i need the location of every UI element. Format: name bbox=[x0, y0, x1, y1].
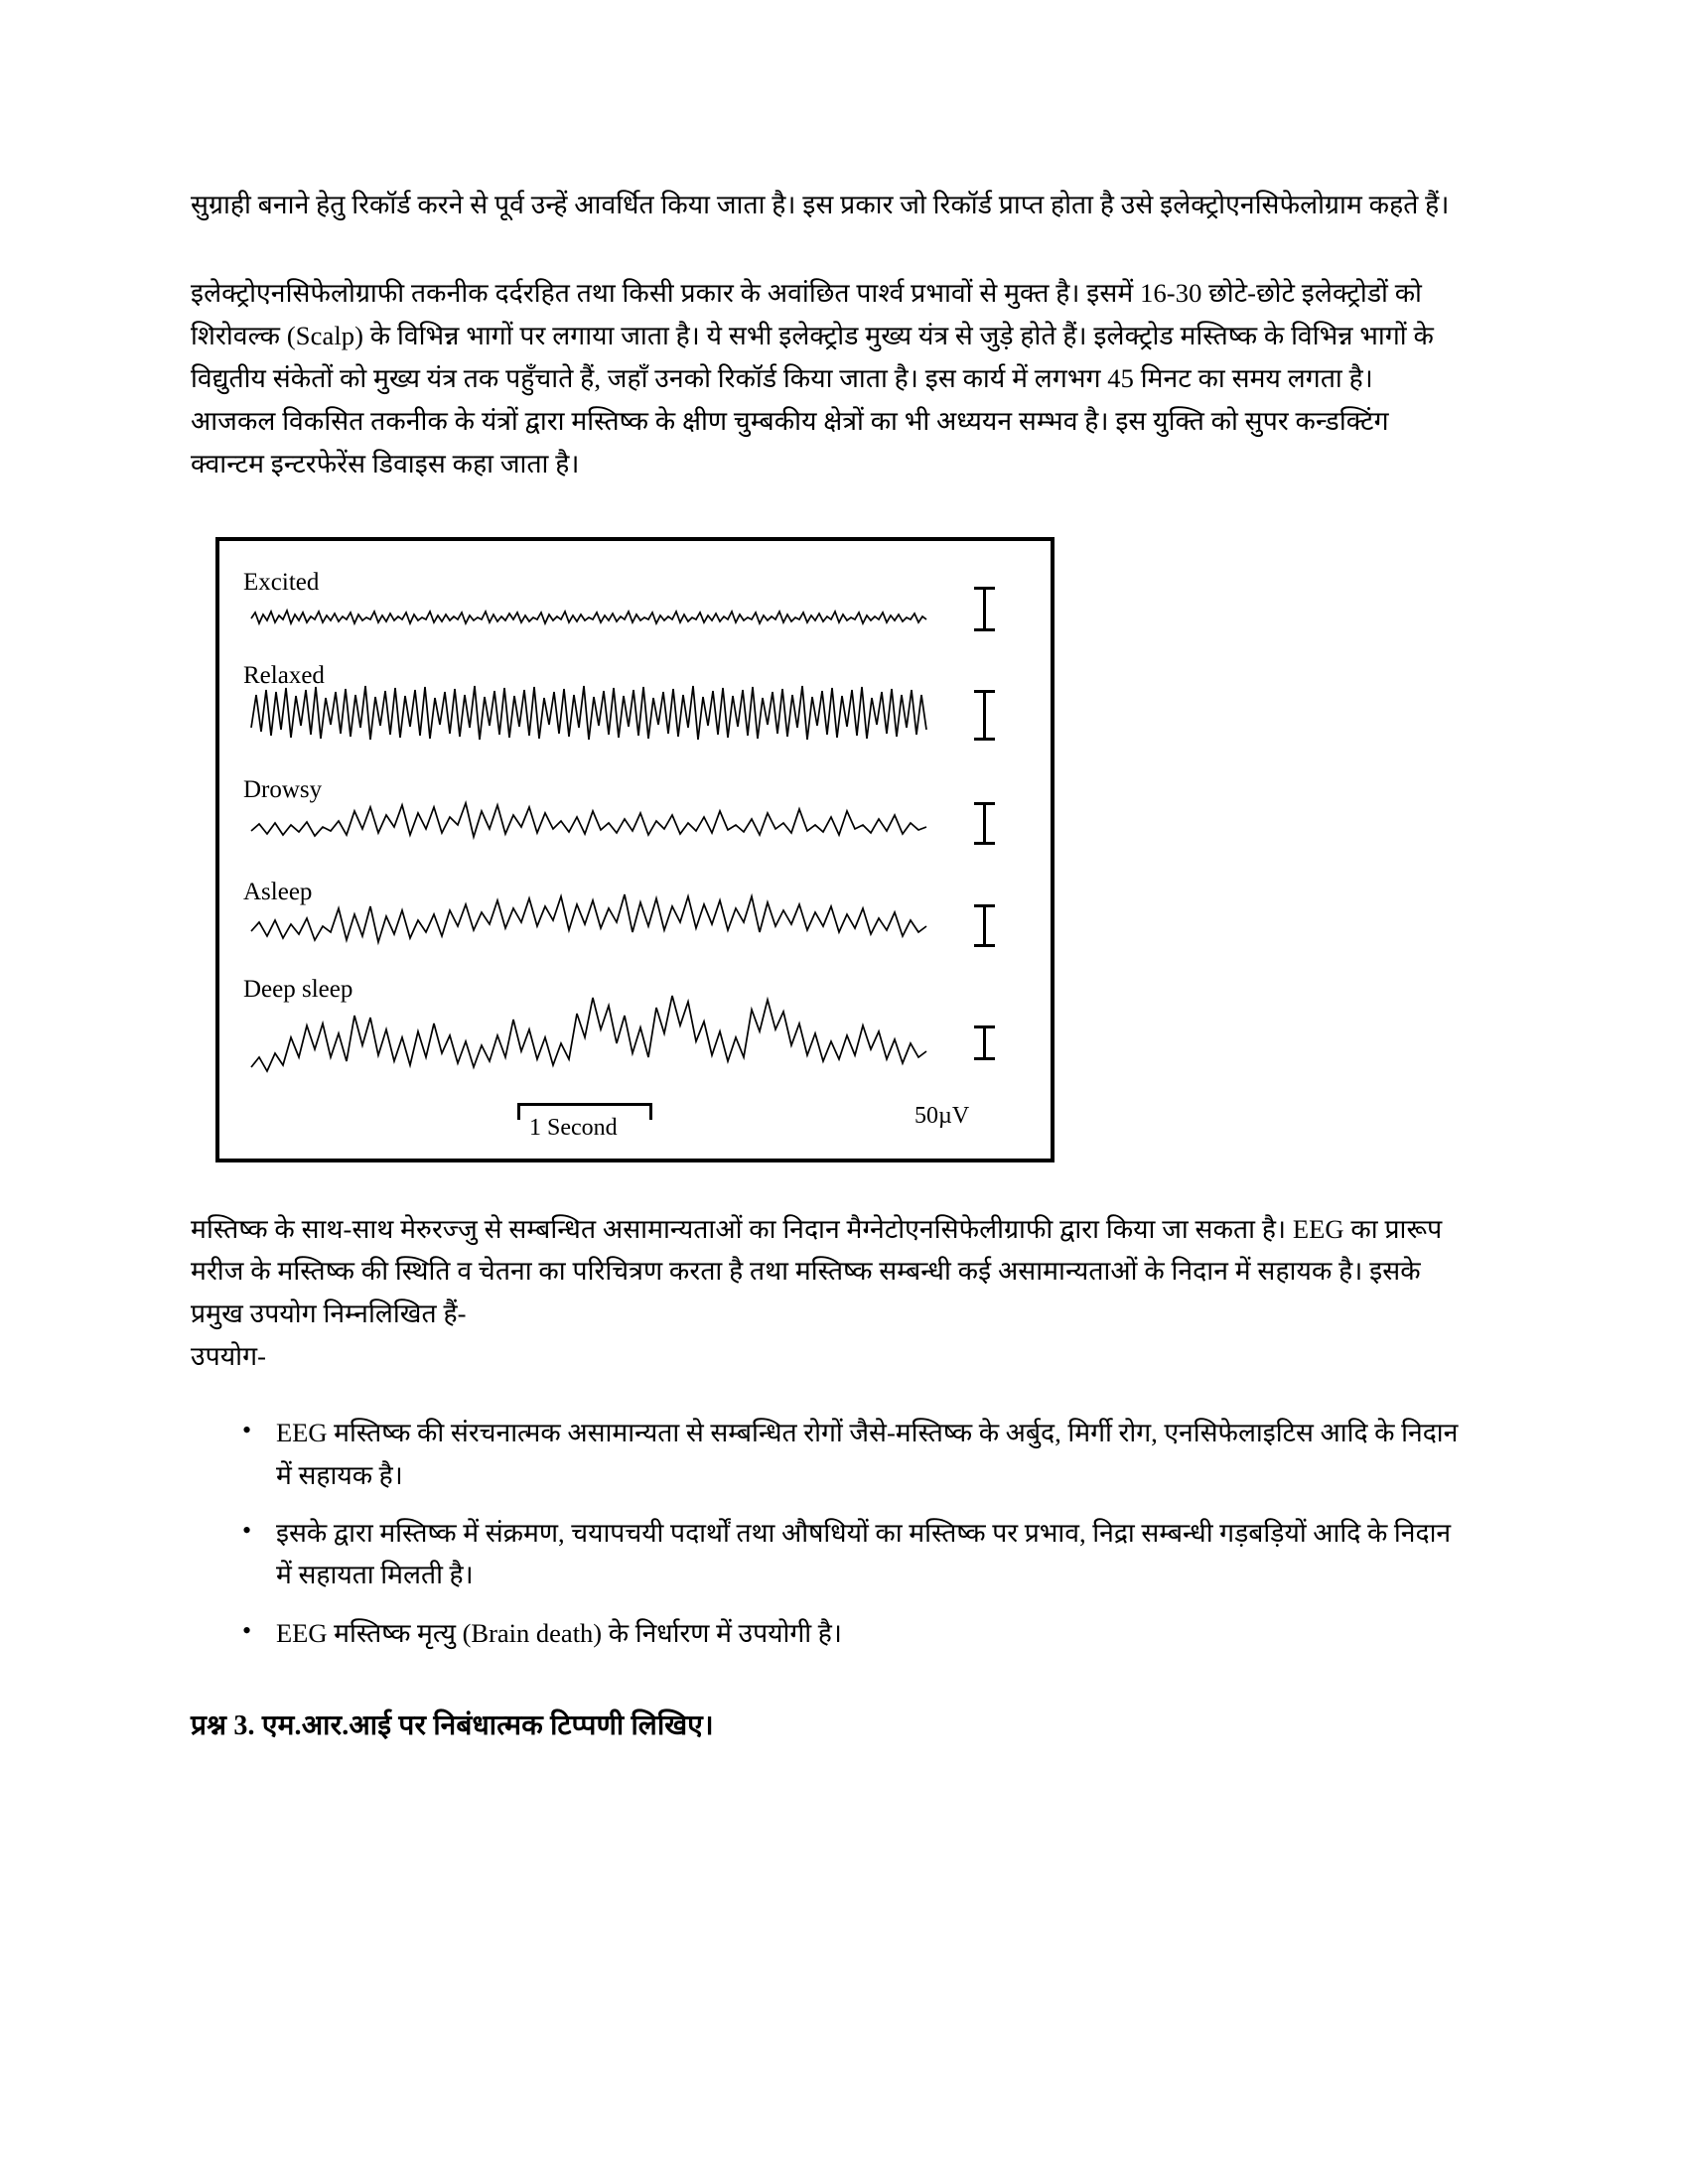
eeg-figure-border bbox=[215, 537, 1055, 1162]
spacer bbox=[191, 1162, 1462, 1208]
usage-list bbox=[191, 1412, 1462, 1654]
question-heading: प्रश्न 3. एम.आर.आई पर निबंधात्मक टिप्पणी लिखिए। bbox=[191, 1710, 714, 1742]
eeg-plot-area bbox=[219, 541, 1051, 1159]
paragraph-4: उपयोग- bbox=[191, 1341, 267, 1372]
paragraph-2: इलेक्ट्रोएनसिफेलोग्राफी तकनीक दर्दरहित तथा किसी प्रकार के अवांछित पार्श्व प्रभावों से मुक्त है। इसमें 16-30 छोटे-छोटे इलेक्ट्रोडों को शिरोवल्क (Scalp) के विभिन्न भागों पर लगाया जाता है। ये सभी इलेक्ट्रोड मुख्य यंत्र से जुड़े होते हैं। इलेक्ट्रोड मस्तिष्क के विभिन्न भागों के विद्युतीय संकेतों को मुख्य यंत्र तक पहुँचाते हैं, जहाँ उनको रिकॉर्ड किया जाता है। इस कार्य में लगभग 45 मिनट का समय लगता है। आजकल विकसित तकनीक के यंत्रों द्वारा मस्तिष्क के क्षीण चुम्बकीय क्षेत्रों का भी अध्ययन सम्भव है। इस युक्ति को सुपर कन्डक्टिंग क्वान्टम इन्टरफेरेंस डिवाइस कहा जाता है। bbox=[191, 277, 1434, 478]
trace-label-excited: Excited bbox=[243, 568, 320, 596]
list-item: • इसके द्वारा मस्तिष्क में संक्रमण, चयापचयी पदार्थों तथा औषधियों का मस्तिष्क पर प्रभाव, निद्रा सम्बन्धी गड़बड़ियों आदि के निदान में सहायता मिलती है। bbox=[276, 1512, 1462, 1596]
amplitude-scale-label: 50µV bbox=[914, 1102, 970, 1129]
trace-label-drowsy: Drowsy bbox=[243, 775, 323, 803]
list-item: • EEG मस्तिष्क मृत्यु (Brain death) के निर्धारण में उपयोगी है। bbox=[276, 1612, 1462, 1654]
trace-label-relaxed: Relaxed bbox=[243, 661, 325, 689]
eeg-figure bbox=[215, 537, 1462, 1162]
paragraph-3: मस्तिष्क के साथ-साथ मेरुरज्जु से सम्बन्धित असामान्यताओं का निदान मैग्नेटोएनसिफेलीग्राफी द्वारा किया जा सकता है। EEG का प्रारूप मरीज के मस्तिष्क की स्थिति व चेतना का परिचित्रण करता है तथा मस्तिष्क सम्बन्धी कई असामान्यताओं के निदान में सहायक है। इसके प्रमुख उपयोग निम्नलिखित हैं- bbox=[191, 1213, 1443, 1329]
eeg-waveform-svg bbox=[219, 541, 1051, 1159]
document-body bbox=[191, 184, 1462, 1743]
trace-label-deep-sleep: Deep sleep bbox=[243, 975, 353, 1003]
spacer bbox=[191, 226, 1462, 272]
trace-label-asleep: Asleep bbox=[243, 878, 313, 905]
paragraph-1: सुग्राही बनाने हेतु रिकॉर्ड करने से पूर्व उन्हें आवर्धित किया जाता है। इस प्रकार जो रिकॉर्ड प्राप्त होता है उसे इलेक्ट्रोएनसिफेलोग्राम कहते हैं। bbox=[191, 190, 1450, 219]
list-item: • EEG मस्तिष्क की संरचनात्मक असामान्यता से सम्बन्धित रोगों जैसे-मस्तिष्क के अर्बुद, मिर्गी रोग, एनसिफेलाइटिस आदि के निदान में सहायक है। bbox=[276, 1412, 1462, 1496]
time-scale-label: 1 Second bbox=[529, 1114, 618, 1141]
